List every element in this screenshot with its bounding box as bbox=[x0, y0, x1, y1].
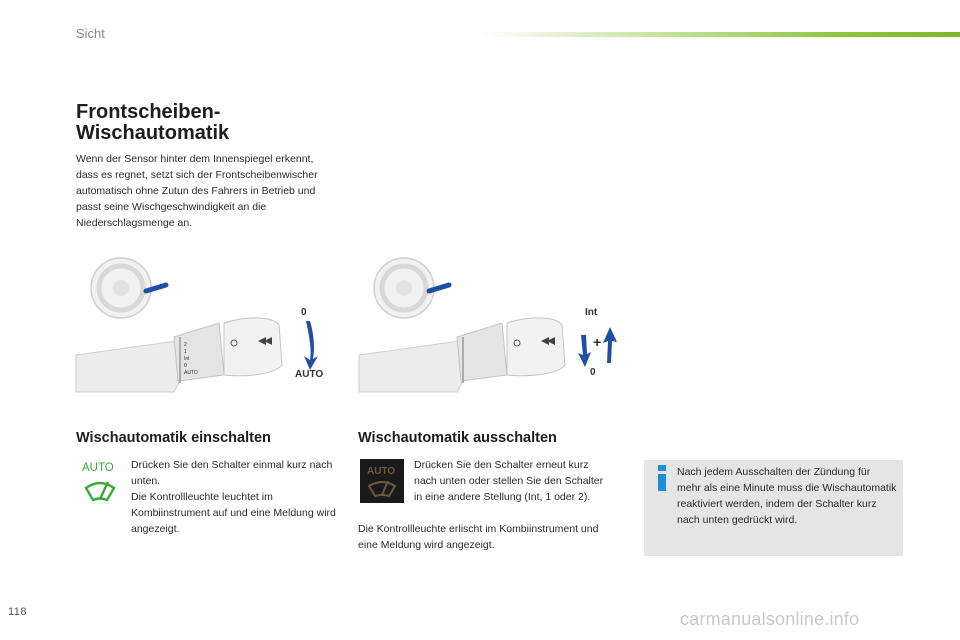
deactivate-text: Drücken Sie den Schalter erneut kurz nach unten oder stellen Sie den Schalter in eine andere Stellung (Int, 1 oder 2). bbox=[414, 459, 604, 503]
stalk-mark-1: 1 bbox=[184, 349, 187, 355]
wiper-stalk bbox=[359, 318, 565, 392]
steering-wheel-thumbnail bbox=[374, 258, 449, 318]
wiper-stalk-figure-deactivate bbox=[357, 255, 627, 395]
activate-text: Drücken Sie den Schalter einmal kurz nach unten. Die Kontrollleuchte leuchtet im Kombiinstrument auf und eine Meldung wird angezeigt. bbox=[131, 459, 336, 535]
auto-icon-label: AUTO bbox=[367, 466, 396, 477]
deactivate-text-2: Die Kontrollleuchte erlischt im Kombiinstrument und eine Meldung wird angezeigt. bbox=[358, 523, 599, 551]
section-title: Sicht bbox=[76, 26, 105, 41]
info-text: Nach jedem Ausschalten der Zündung für mehr als eine Minute muss die Wischautomatik reaktiviert werden, indem der Schalter kurz nach unten gedrückt wird. bbox=[677, 466, 897, 526]
heading-activate: Wischautomatik einschalten bbox=[76, 430, 271, 446]
auto-wiper-indicator-icon bbox=[80, 458, 124, 508]
arrow-up-icon bbox=[603, 327, 617, 363]
wiper-stalk-figure-activate bbox=[74, 255, 334, 395]
page-title: Frontscheiben- Wischautomatik bbox=[76, 101, 230, 144]
position-label-auto: AUTO bbox=[295, 369, 324, 380]
info-icon bbox=[654, 465, 670, 491]
auto-wiper-indicator-off-icon bbox=[360, 459, 404, 503]
intro-paragraph: Wenn der Sensor hinter dem Innenspiegel erkennt, dass es regnet, setzt sich der Frontscheibenwischer automatisch ohne Zutun des Fahrers in Betrieb und passt seine Wischgeschwindigkeit an die Niederschlagsmenge an. bbox=[76, 153, 318, 229]
header-accent-bar bbox=[480, 32, 960, 37]
info-box bbox=[644, 460, 903, 556]
watermark: carmanualsonline.info bbox=[680, 609, 860, 629]
page-number: 118 bbox=[8, 606, 28, 618]
stalk-mark-auto: AUTO bbox=[184, 370, 198, 376]
position-label-0: 0 bbox=[590, 367, 596, 378]
position-label-0: 0 bbox=[301, 307, 307, 318]
arrow-down-icon bbox=[578, 335, 591, 367]
auto-icon-label: AUTO bbox=[82, 462, 114, 474]
position-label-int: Int bbox=[585, 307, 598, 318]
stalk-mark-int: Int bbox=[184, 356, 190, 362]
wiper-stalk bbox=[76, 318, 282, 392]
stalk-mark-2: 2 bbox=[184, 342, 187, 348]
steering-wheel-thumbnail bbox=[91, 258, 166, 318]
arrow-down-icon bbox=[304, 321, 318, 370]
stalk-mark-0: 0 bbox=[184, 363, 187, 369]
plus-icon: + bbox=[593, 334, 602, 350]
heading-deactivate: Wischautomatik ausschalten bbox=[358, 430, 557, 446]
